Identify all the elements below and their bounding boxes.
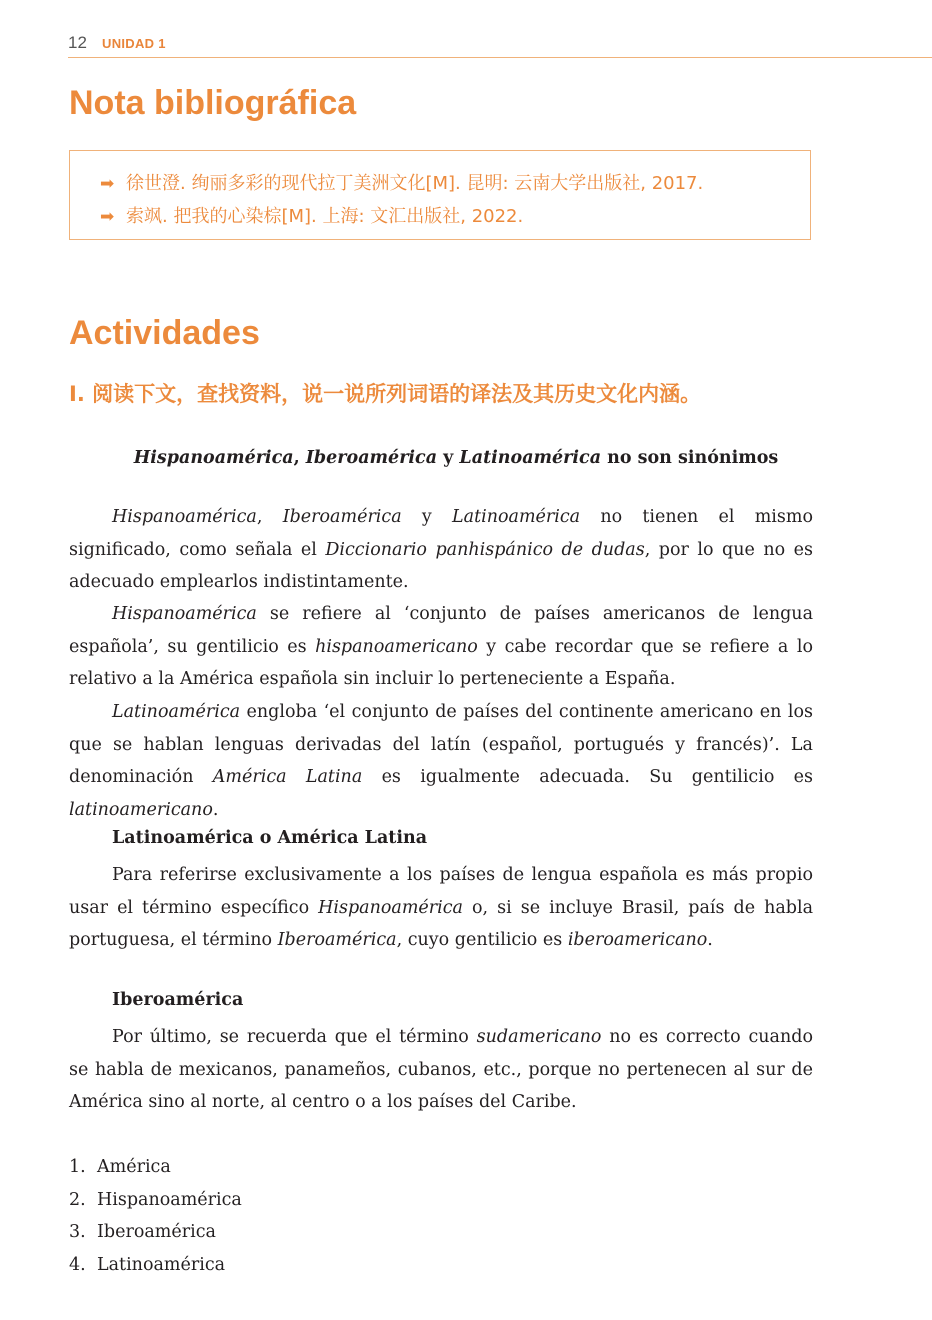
article-paragraph: Hispanoamérica, Iberoamérica y Latinoamérica no tienen el mismo significado, como señala el Diccionario panhispánico de dudas, por lo que no es adecuado emplearlos indistintamente. [69,507,814,592]
page-header [68,31,932,58]
bibliography-item [100,169,703,195]
article-paragraph: Hispanoamérica se refiere al ‘conjunto de países americanos de lengua española’, su gentilicio es hispanoamericano y cabe recordar que se refiere a lo relativo a la América española sin incluir lo perteneciente a España. [69,604,813,689]
bibliography-text: 索飒. 把我的心染棕[M]. 上海: 文汇出版社, 2022. [126,206,524,227]
page-number: 12 [68,33,87,52]
article-paragraph: Latinoamérica engloba ‘el conjunto de países del continente americano en los que se hablan lenguas derivadas del latín (español, portugués y francés)’. La denominación América Latina es igualmente adecuada. Su gentilicio es latinoamericano. [69,702,813,820]
section-subheading: Iberoamérica [112,990,244,1010]
section-subheading: Latinoamérica o América Latina [112,828,428,848]
list-item: 4. Latinoamérica [69,1254,226,1275]
list-item: 1. América [69,1157,171,1177]
unit-label: UNIDAD 1 [102,36,166,51]
bibliography-text: 徐世澄. 绚丽多彩的现代拉丁美洲文化[M]. 昆明: 云南大学出版社, 2017. [126,173,704,194]
arrow-right-icon: ➡ [100,207,115,227]
article-paragraph: Por último, se recuerda que el término sudamericano no es correcto cuando se habla de mexicanos, panameños, cubanos, etc., porque no pertenecen al sur de América sino al norte, al centro o a los países del Caribe. [69,1027,814,1112]
nota-bibliografica-heading: Nota bibliográfica [69,84,357,122]
terms-list [69,1151,242,1281]
article-paragraph: Para referirse exclusivamente a los países de lengua española es más propio usar el término específico Hispanoamérica o, si se incluye Brasil, país de habla portuguesa, el término Iberoamérica, cuyo gentilicio es iberoamericano. [69,865,814,950]
activity-instruction: I. 阅读下文，查找资料，说一说所列词语的译法及其历史文化内涵。 [69,382,702,406]
bibliography-box [69,150,811,240]
list-item: 3. Iberoamérica [69,1222,216,1242]
list-item: 2. Hispanoamérica [69,1189,242,1210]
bibliography-item [100,202,523,228]
article-title: Hispanoamérica, Iberoamérica y Latinoamérica no son sinónimos [133,448,779,468]
actividades-heading: Actividades [69,314,260,352]
arrow-right-icon: ➡ [100,174,115,194]
